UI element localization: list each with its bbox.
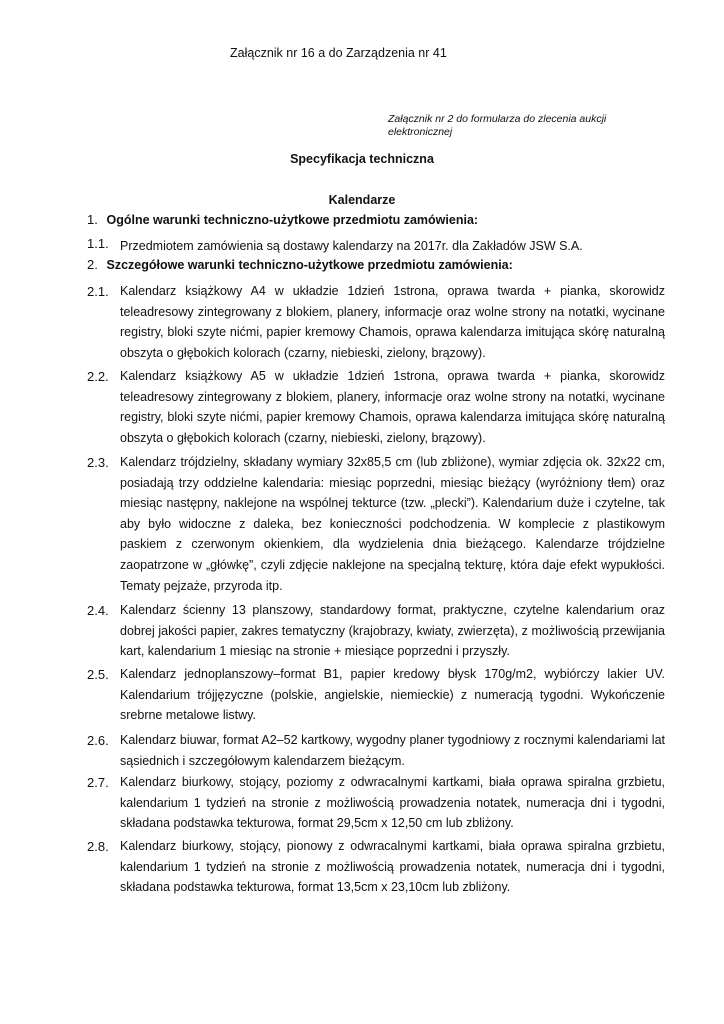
list-item-2-1 [87, 284, 667, 363]
item-number: 2.4. [87, 603, 109, 618]
item-text: Kalendarz książkowy A4 w układzie 1dzień 1strona, oprawa twarda + pianka, skorowidz teleadresowy zintegrowany z blokiem, planery, informacje oraz wolne strony na notatki, wycinane registry, bloki szyte nićmi, papier kremowy Chamois, oprawa kalendarza imitująca skórę naturalną obszyta o głębokich kolorach (czarny, niebieski, zielony, brązowy). [120, 284, 665, 360]
document-subtitle: Kalendarze [328, 193, 396, 207]
item-number: 2.7. [87, 775, 109, 790]
item-text: Kalendarz biurkowy, stojący, poziomy z odwracalnymi kartkami, biała oprawa spiralna grzbietu, kalendarium 1 tydzień na stronie z możliwością prowadzenia notatek, numeracja dni i tygodni, składana podstawka tekturowa, format 29,5cm x 12,50 cm lub zbliżony. [120, 775, 665, 831]
list-item-2-8 [87, 839, 667, 898]
item-text: Kalendarz jednoplanszowy–format B1, papier kredowy błysk 170g/m2, wybiórczy lakier UV. Kalendarium trójjęzyczne (polskie, angielskie, niemieckie) z numeracją tygodni. Wykończenie srebrne metalowe listwy. [120, 667, 665, 723]
section-number: 2. [87, 257, 98, 272]
item-text: Kalendarz biurkowy, stojący, pionowy z odwracalnymi kartkami, biała oprawa spiralna grzbietu, kalendarium 1 tydzień na stronie z możliwością prowadzenia notatek, numeracja dni i tygodni, składana podstawka tekturowa, format 13,5cm x 23,10cm lub zbliżony. [120, 839, 665, 895]
item-number: 2.6. [87, 733, 109, 748]
document-title: Specyfikacja techniczna [290, 152, 434, 166]
list-item-2-5 [87, 667, 667, 726]
list-item-2-6 [87, 733, 667, 771]
list-item-2-7 [87, 775, 667, 834]
list-item-1-1 [87, 236, 667, 257]
section-2-heading [87, 257, 513, 272]
item-number: 2.3. [87, 455, 109, 470]
item-number: 2.5. [87, 667, 109, 682]
item-text: Kalendarz biuwar, format A2–52 kartkowy, wygodny planer tygodniowy z rocznymi kalendariami lat sąsiednich i szczegółowym kalendarzem bieżącym. [120, 733, 665, 768]
section-1-heading [87, 212, 478, 227]
item-text: Kalendarz trójdzielny, składany wymiary 32x85,5 cm (lub zbliżone), wymiar zdjęcia ok. 32x22 cm, posiadają trzy oddzielne kalendaria: miesiąc poprzedni, miesiąc bieżący (wyróżniony tłem) oraz miesiąc następny, naklejone na wspólnej tekturce (tzw. „plecki”). Kalendarium duże i czytelne, tak aby było widoczne z daleka, bez konieczności podchodzenia. W komplecie z plastikowym paskiem z czerwonym okienkiem, dla wydzielenia dnia bieżącego. Kalendarze trójdzielne zaopatrzone w „główkę”, czyli zdjęcie naklejone na specjalną tekturę, która daje efekt wypukłości. Tematy pejzaże, przyroda itp. [120, 455, 665, 593]
form-annex-note: Załącznik nr 2 do formularza do zlecenia aukcji elektronicznej [388, 113, 607, 138]
item-number: 2.8. [87, 839, 109, 854]
annex-header: Załącznik nr 16 a do Zarządzenia nr 41 [230, 46, 447, 60]
section-title: Ogólne warunki techniczno-użytkowe przedmiotu zamówienia: [106, 213, 479, 227]
item-text: Kalendarz ścienny 13 planszowy, standardowy format, praktyczne, czytelne kalendarium oraz dobrej jakości papier, zakres tematyczny (krajobrazy, kwiaty, zwierzęta), z możliwością przewijania kart, kalendarium 1 miesiąc na stronie + miesiące poprzedni i przyszły. [120, 603, 665, 659]
list-item-2-4 [87, 603, 667, 662]
list-item-2-3 [87, 455, 667, 596]
list-item-2-2 [87, 369, 667, 448]
section-title: Szczegółowe warunki techniczno-użytkowe przedmiotu zamówienia: [106, 258, 513, 272]
item-number: 1.1. [87, 236, 109, 251]
item-number: 2.1. [87, 284, 109, 299]
item-text: Kalendarz książkowy A5 w układzie 1dzień 1strona, oprawa twarda + pianka, skorowidz teleadresowy zintegrowany z blokiem, planery, informacje oraz wolne strony na notatki, wycinane registry, bloki szyte nićmi, papier kremowy Chamois, oprawa kalendarza imitująca skórę naturalną obszyta o głębokich kolorach (czarny, niebieski, zielony, brązowy). [120, 369, 665, 445]
item-number: 2.2. [87, 369, 109, 384]
item-text: Przedmiotem zamówienia są dostawy kalendarzy na 2017r. dla Zakładów JSW S.A. [120, 239, 583, 253]
section-number: 1. [87, 212, 98, 227]
